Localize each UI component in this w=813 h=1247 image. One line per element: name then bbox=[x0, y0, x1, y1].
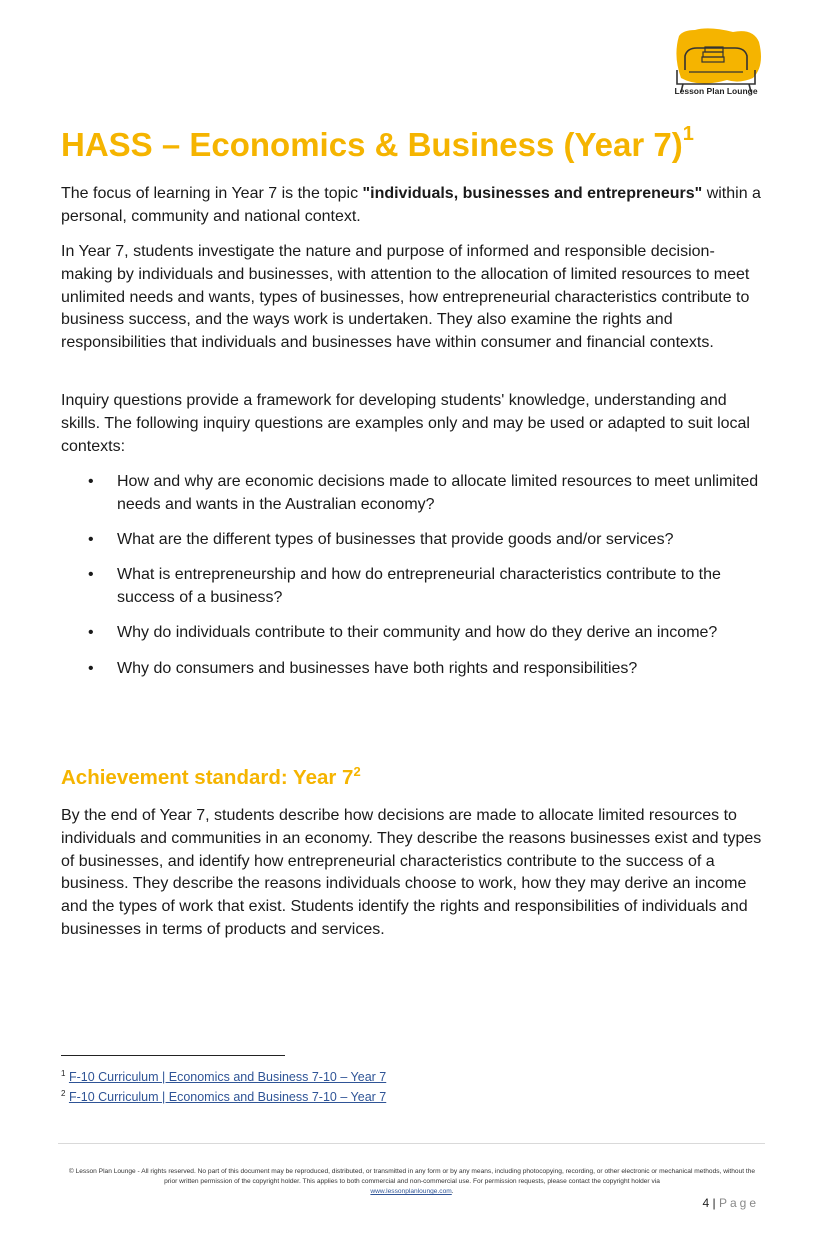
intro-text: within a personal, community and national context. bbox=[61, 185, 761, 225]
achievement-paragraph: By the end of Year 7, students describe how decisions are made to allocate limited resources to individuals and communities in an economy. They describe the reasons businesses exist and types of businesses, and identify how entrepreneurial characteristics contribute to the success of a business. They describe the reasons individuals choose to work, how they may derive an income and the types of work that exist. Students identify the rights and responsibilities of individuals and businesses in terms of products and services. bbox=[61, 807, 762, 938]
inquiry-questions-list bbox=[61, 471, 766, 693]
list-item bbox=[61, 471, 766, 517]
website-link[interactable]: www.lessonplanlounge.com bbox=[370, 1188, 452, 1195]
list-item-text: How and why are economic decisions made to allocate limited resources to meet unlimited needs and wants in the Australian economy? bbox=[117, 473, 759, 513]
page-title bbox=[61, 123, 694, 164]
copyright-notice bbox=[62, 1167, 762, 1197]
intro-paragraph-2: In Year 7, students investigate the nature and purpose of informed and responsible decision-making by individuals and businesses, with attention to the allocation of limited resources to meet unlimited needs and wants, types of businesses, how entrepreneurial characteristics contribute to business success, and the ways work is undertaken. They also examine the rights and responsibilities that individuals and businesses have within consumer and financial contexts. bbox=[61, 243, 750, 352]
footnote-number: 2 bbox=[61, 1089, 66, 1098]
copyright-period: . bbox=[451, 1188, 454, 1195]
page-title-text: HASS – Economics & Business (Year 7) bbox=[61, 126, 683, 163]
topic-emphasis: "individuals, businesses and entrepreneurs" bbox=[362, 185, 703, 202]
footnote-link[interactable]: F-10 Curriculum | Economics and Business 7-10 – Year 7 bbox=[68, 1070, 387, 1085]
copyright-text: © Lesson Plan Lounge - All rights reserved. No part of this document may be reproduced, distributed, or transmitted in any form or by any means, including photocopying, recording, or other electronic or mechanical methods, without the prior written permission of the copyright holder. This applies to both commercial and non-commercial use. For permission requests, please contact the copyright holder via bbox=[68, 1168, 756, 1185]
list-item-text: Why do consumers and businesses have both rights and responsibilities? bbox=[117, 659, 638, 677]
footnote-1 bbox=[61, 1069, 386, 1084]
intro-text: The focus of learning in Year 7 is the topic bbox=[61, 185, 363, 202]
logo-caption: Lesson Plan Lounge bbox=[674, 86, 758, 96]
bullet-icon: • bbox=[88, 624, 94, 642]
list-item bbox=[61, 658, 766, 681]
page-separator: | bbox=[712, 1196, 716, 1210]
section-heading bbox=[61, 764, 361, 790]
bullet-icon: • bbox=[88, 659, 94, 677]
intro-paragraph-3: Inquiry questions provide a framework for developing students' knowledge, understanding and skills. The following inquiry questions are examples only and may be used or adapted to suit local contexts: bbox=[61, 392, 750, 455]
section-heading-text: Achievement standard: Year 7 bbox=[61, 765, 354, 789]
footnote-ref: 2 bbox=[353, 764, 361, 779]
footer-divider bbox=[58, 1143, 765, 1144]
list-item-text: What is entrepreneurship and how do entrepreneurial characteristics contribute to the success of a business? bbox=[117, 566, 721, 607]
footnote-divider bbox=[61, 1055, 285, 1056]
page-label: Page bbox=[718, 1196, 759, 1210]
list-item bbox=[61, 622, 766, 645]
list-item bbox=[61, 564, 766, 610]
footnote-link[interactable]: F-10 Curriculum | Economics and Business 7-10 – Year 7 bbox=[68, 1090, 387, 1105]
bullet-icon: • bbox=[88, 531, 94, 549]
bullet-icon: • bbox=[88, 566, 94, 584]
list-item-text: Why do individuals contribute to their community and how do they derive an income? bbox=[117, 624, 718, 642]
page-number bbox=[702, 1196, 759, 1210]
list-item-text: What are the different types of businesses that provide goods and/or services? bbox=[117, 531, 674, 549]
page-number-value: 4 bbox=[702, 1196, 710, 1210]
footnote-ref: 1 bbox=[682, 123, 694, 145]
intro-paragraph-1 bbox=[61, 183, 766, 229]
bullet-icon: • bbox=[88, 473, 94, 490]
footnote-2 bbox=[61, 1089, 386, 1104]
footnote-number: 1 bbox=[61, 1069, 66, 1078]
list-item bbox=[61, 529, 766, 552]
